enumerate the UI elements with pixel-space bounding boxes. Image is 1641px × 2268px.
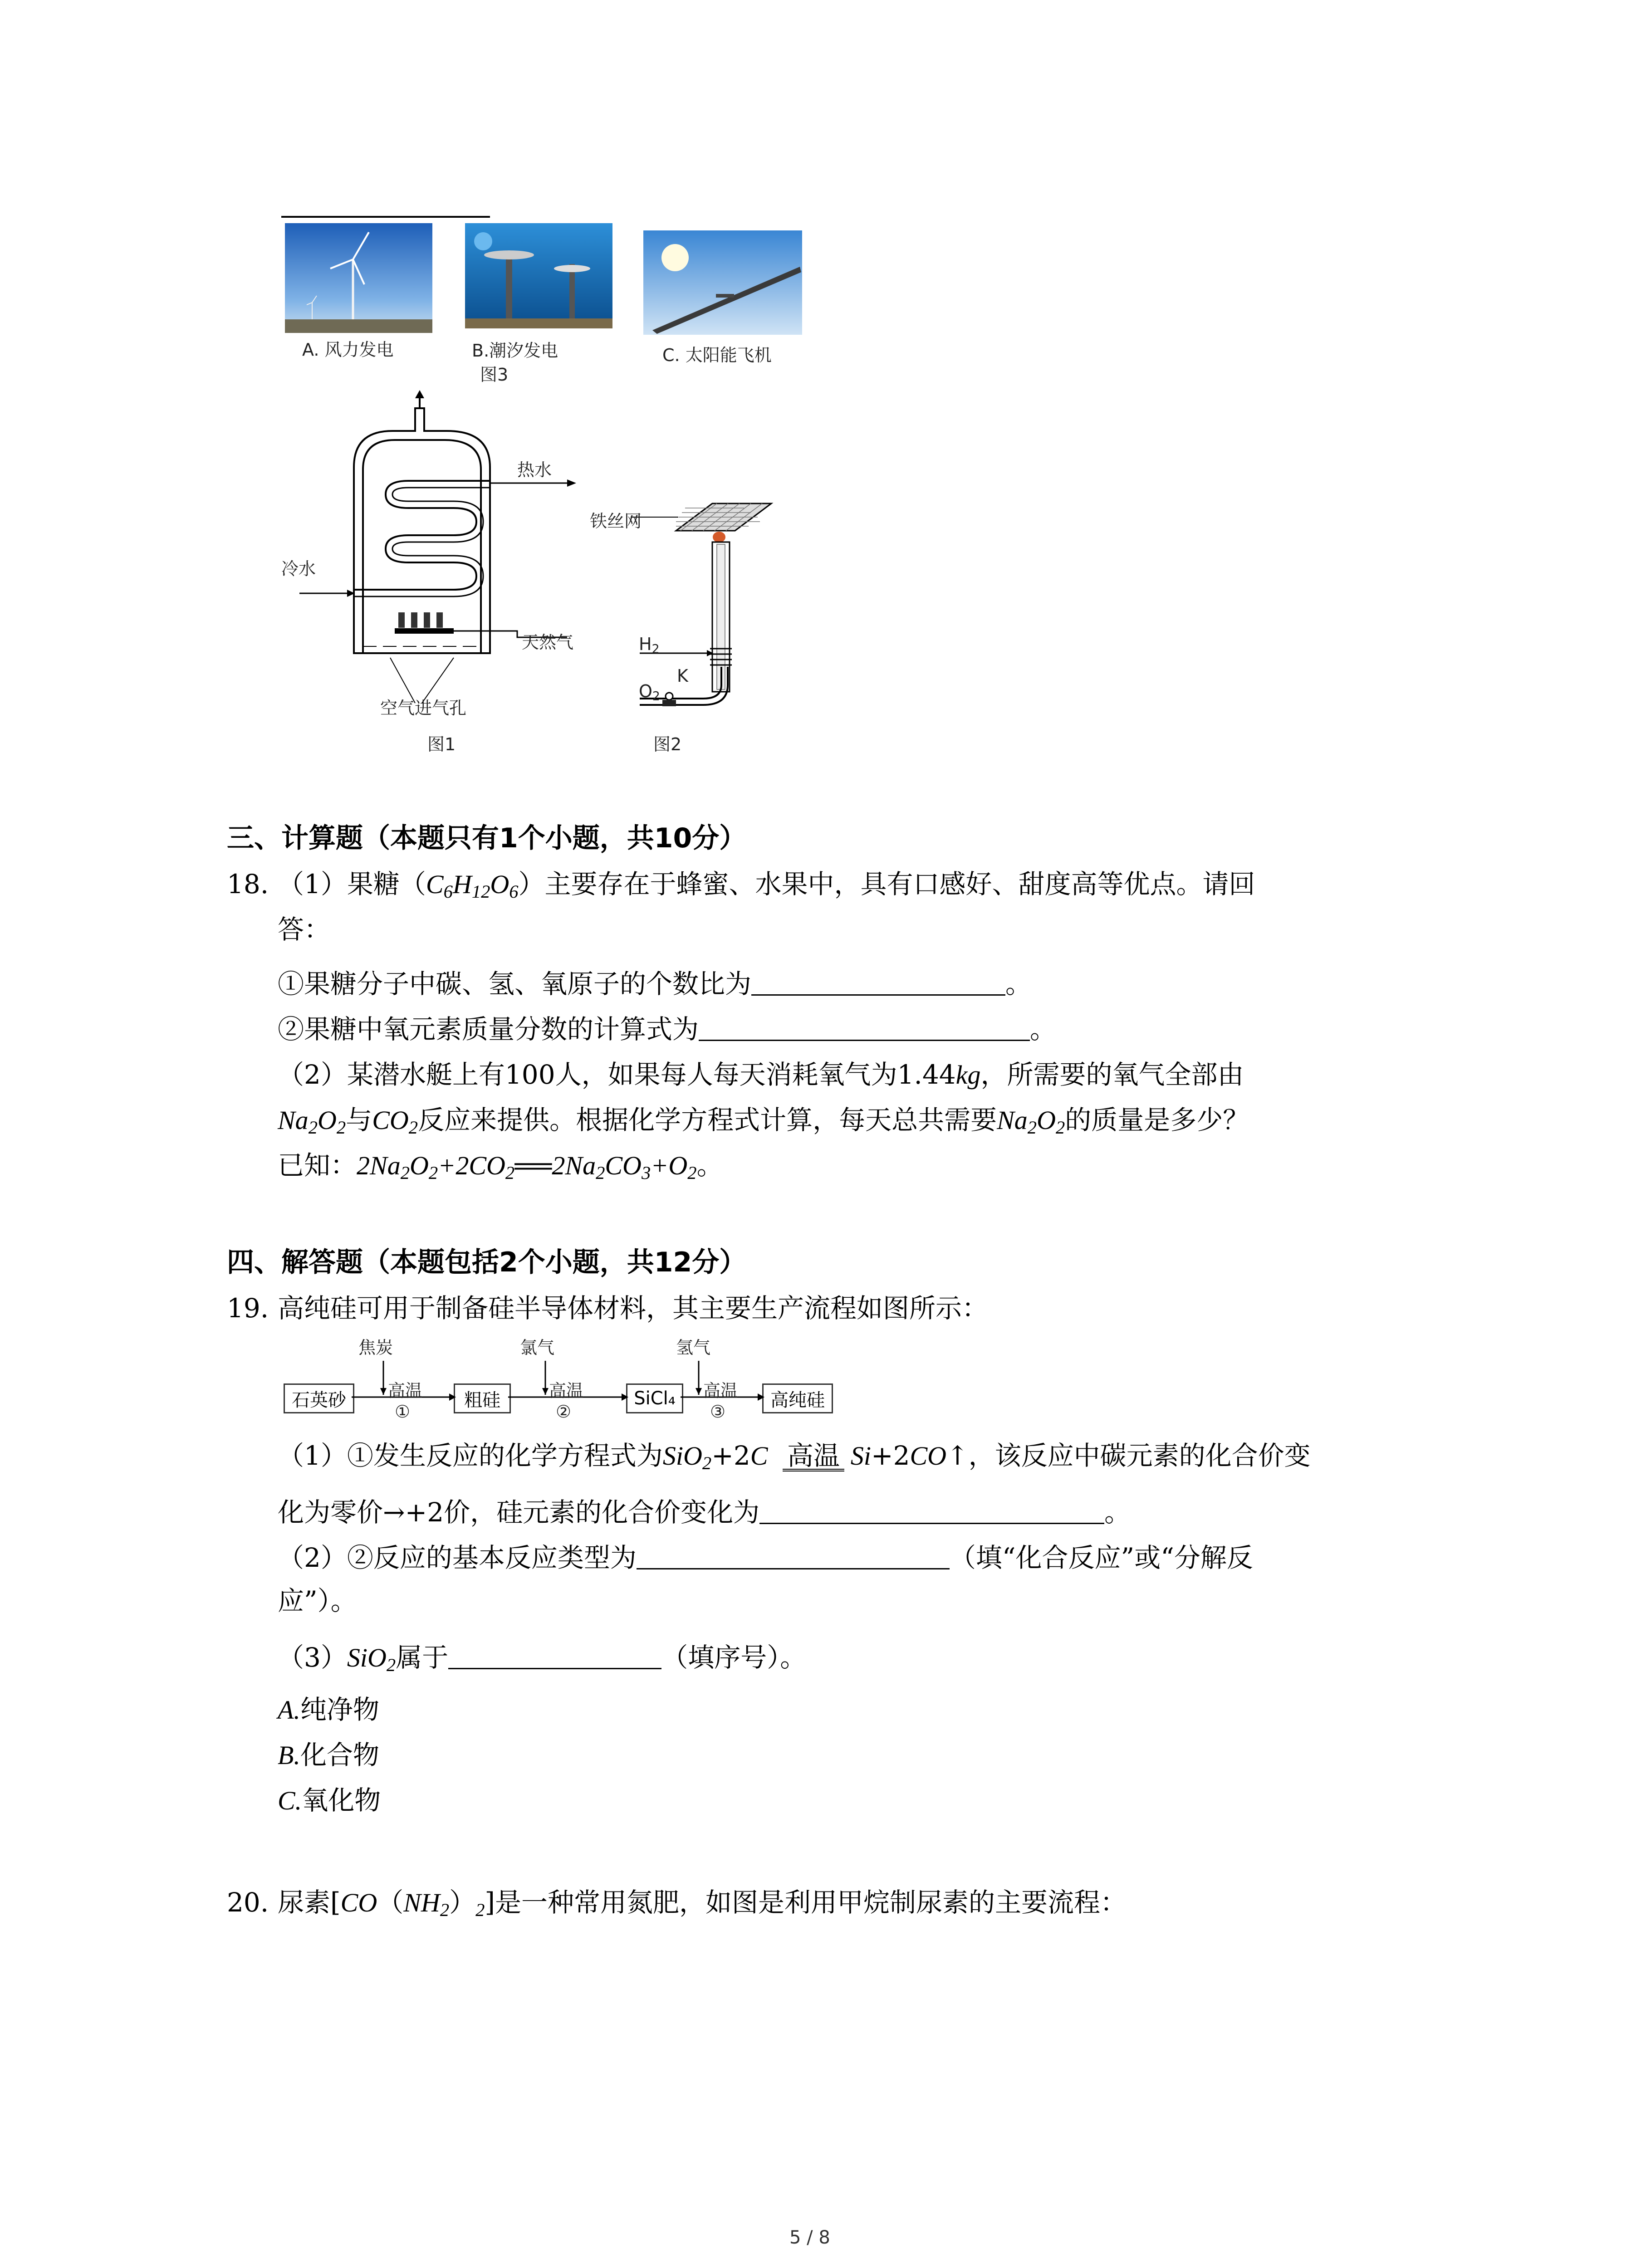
formula-co: CO — [910, 1441, 947, 1471]
q20-a: 尿素[ — [278, 1887, 341, 1918]
q19-intro: 高纯硅可用于制备硅半导体材料，其主要生产流程如图所示： — [278, 1293, 989, 1324]
formula-c: C — [750, 1441, 768, 1471]
caption-fig3: 图3 — [480, 365, 509, 385]
q19-option-c[interactable] — [278, 1787, 381, 1814]
flow-reagent-hydrogen: 氢气 — [676, 1338, 711, 1358]
tidal-power-photo — [465, 223, 612, 328]
q19-part2-answer-blank[interactable] — [637, 1545, 950, 1569]
caption-fig1: 图1 — [427, 734, 456, 754]
q18-part1-line2: 答： — [278, 914, 331, 945]
formula-sio2-b: SiO$_2$ — [347, 1643, 396, 1676]
q18-known: 已知： — [278, 1150, 357, 1181]
q18-equation-period: 。 — [696, 1150, 723, 1181]
q19-option-b[interactable] — [278, 1742, 379, 1769]
q18-part1-line1 — [278, 871, 1255, 901]
q18-sub2-answer-blank[interactable] — [699, 1017, 1030, 1041]
q18-part1-b: ）主要存在于蜂蜜、水果中，具有口感好、甜度高等优点。请回 — [518, 869, 1255, 899]
q19-part1-line2-text: 化为零价→+2价，硅元素的化合价变化为 — [278, 1497, 760, 1528]
q19-part2-line1 — [278, 1542, 1253, 1573]
q20-b: ]是一种常用氮肥，如图是利用甲烷制尿素的主要流程： — [485, 1887, 1127, 1918]
solar-plane-photo — [643, 230, 802, 335]
q18-sub1-answer-blank[interactable] — [751, 972, 1005, 996]
flow-step-2: ② — [556, 1402, 572, 1422]
formula-na2o2-b: $Na_2O_2$ — [997, 1105, 1065, 1138]
q19-part1-end: 。 — [1104, 1497, 1131, 1528]
flow-cond-2: 高温 — [549, 1381, 584, 1401]
flow-box-crude-silicon: 粗硅 — [454, 1383, 511, 1413]
q18-sub2-end: 。 — [1030, 1014, 1057, 1045]
q18-number: 18. — [227, 869, 269, 899]
q18-sub2 — [278, 1014, 1057, 1045]
option-c-letter: C. — [278, 1786, 302, 1815]
caption-fig2: 图2 — [653, 734, 682, 754]
caption-b: B.潮汐发电 — [472, 341, 558, 361]
q19-part1-line2 — [278, 1497, 1131, 1528]
q19-part1-a: （1）①发生反应的化学方程式为 — [278, 1440, 663, 1471]
fig1-label-air-inlet: 空气进气孔 — [380, 698, 467, 718]
q18-part2-line1 — [278, 1061, 1244, 1088]
option-b-text: 化合物 — [300, 1740, 379, 1770]
flow-reagent-coke: 焦炭 — [358, 1338, 393, 1358]
option-c-text: 氧化物 — [302, 1785, 381, 1816]
fig2-label-iron-mesh: 铁丝网 — [590, 511, 642, 531]
q19-plus-2b: +2 — [871, 1440, 910, 1471]
wind-power-photo — [285, 223, 432, 333]
caption-c: C. 太阳能飞机 — [662, 345, 772, 365]
q19-part1-b: ↑，该反应中碳元素的化合价变 — [946, 1440, 1311, 1471]
q18-part2-line2 — [278, 1107, 1249, 1137]
q19-part3-a: （3） — [278, 1642, 347, 1673]
q19-number: 19. — [227, 1293, 269, 1324]
flow-cond-3: 高温 — [703, 1381, 738, 1401]
section3-heading: 三、计算题（本题只有1个小题，共10分） — [227, 822, 747, 854]
formula-si: Si — [850, 1441, 871, 1471]
fig2-label-o2 — [639, 681, 660, 704]
section4-heading: 四、解答题（本题包括2个小题，共12分） — [227, 1246, 747, 1278]
q19-part3-c: （填序号）。 — [661, 1642, 807, 1673]
q19-part3 — [278, 1644, 806, 1675]
flow-step-1: ① — [395, 1402, 411, 1422]
fig2-h2-sub: 2 — [652, 642, 660, 656]
q19-part2-line2: 应”）。 — [278, 1585, 357, 1616]
q19-part3-answer-blank[interactable] — [448, 1645, 661, 1669]
fructose-formula: $C_6H_{12}O_6$ — [426, 870, 519, 902]
reaction-condition-high-temp: 高温 — [783, 1442, 844, 1471]
caption-a: A. 风力发电 — [302, 340, 394, 360]
q18-sub1-text: ①果糖分子中碳、氢、氧原子的个数比为 — [278, 968, 752, 999]
q19-part3-b: 属于 — [396, 1642, 449, 1673]
q18-sub1-end: 。 — [1005, 968, 1032, 999]
q18-part2-c: 反应来提供。根据化学方程式计算，每天总共需要 — [418, 1105, 997, 1135]
page-number: 5 / 8 — [789, 2227, 830, 2248]
flow-box-pure-silicon: 高纯硅 — [762, 1383, 833, 1413]
flow-step-3: ③ — [710, 1402, 726, 1422]
q20-number: 20. — [227, 1887, 269, 1918]
fig1-water-heater-diagram — [277, 390, 594, 717]
formula-urea: $CO(NH_2)_2$ — [340, 1888, 485, 1921]
q18-sub2-text: ②果糖中氧元素质量分数的计算式为 — [278, 1014, 699, 1045]
flow-box-sicl4: SiCl₄ — [626, 1383, 683, 1413]
formula-co2: $CO_2$ — [372, 1105, 418, 1138]
flow-reagent-chlorine: 氯气 — [520, 1338, 555, 1358]
fig2-label-h2 — [639, 634, 660, 656]
reaction-equation: $2Na_2O_2+2CO_2══2Na_2CO_3+O_2$ — [357, 1151, 697, 1183]
q18-sub1 — [278, 968, 1032, 999]
q18-unit-kg: kg — [955, 1060, 981, 1090]
option-a-text: 纯净物 — [300, 1694, 379, 1725]
q19-option-a[interactable] — [278, 1696, 379, 1723]
formula-na2o2: $Na_2O_2$ — [278, 1105, 346, 1138]
fig1-label-hot-water: 热水 — [517, 460, 552, 480]
q19-part2-b: （填“化合反应”或“分解反 — [949, 1542, 1253, 1573]
q19-part2-a: （2）②反应的基本反应类型为 — [278, 1542, 637, 1573]
top-rule — [281, 216, 490, 218]
option-b-letter: B. — [278, 1740, 300, 1770]
q18-equation-line — [278, 1152, 723, 1183]
q20-text — [278, 1889, 1127, 1920]
q19-plus-2: +2 — [711, 1440, 750, 1471]
option-a-letter: A. — [278, 1695, 300, 1725]
q19-part1-line1 — [278, 1442, 1311, 1473]
fig2-o2-sub: 2 — [652, 689, 660, 704]
formula-sio2: SiO$_2$ — [662, 1441, 712, 1474]
fig1-label-natural-gas: 天然气 — [522, 632, 574, 652]
q18-part2-b: ，所需要的氧气全部由 — [980, 1059, 1244, 1090]
fig2-label-k: K — [677, 666, 688, 686]
q18-part1-a: （1）果糖（ — [278, 869, 426, 899]
q18-part2-a: （2）某潜水艇上有100人，如果每人每天消耗氧气为1.44 — [278, 1059, 956, 1090]
q19-part1-answer-blank[interactable] — [759, 1500, 1104, 1524]
fig1-label-cold-water: 冷水 — [281, 559, 316, 579]
flow-cond-1: 高温 — [388, 1381, 423, 1401]
q18-word-and: 与 — [346, 1105, 372, 1135]
fig2-h2-main: H — [639, 634, 652, 654]
flow-box-quartz-sand: 石英砂 — [284, 1383, 354, 1413]
fig2-o2-main: O — [639, 681, 652, 701]
q18-part2-d: 的质量是多少？ — [1065, 1105, 1249, 1135]
